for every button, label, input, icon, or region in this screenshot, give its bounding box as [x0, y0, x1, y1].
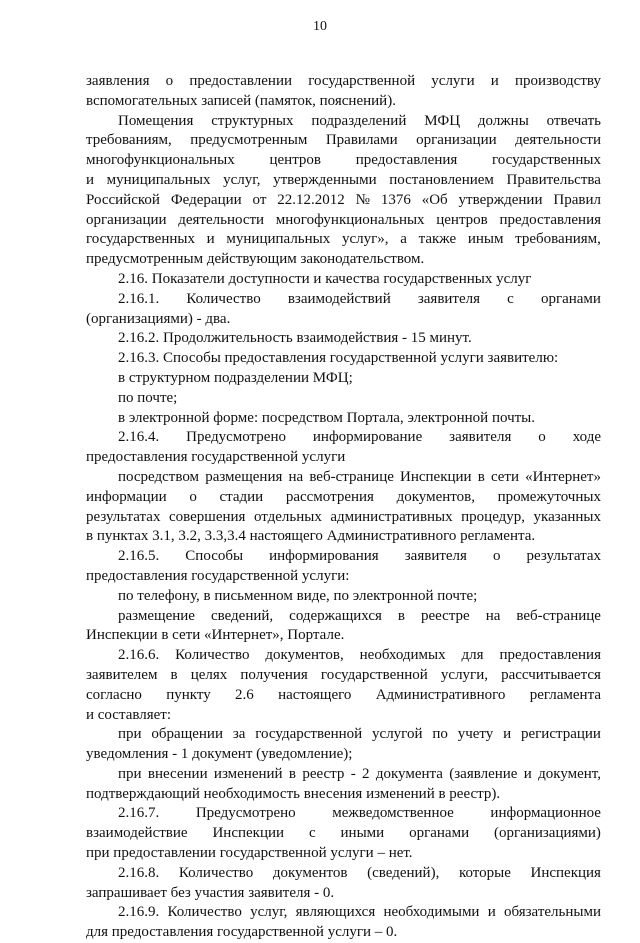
word: а [400, 231, 407, 248]
word: услуги [431, 73, 475, 89]
word: Правилами [325, 132, 398, 149]
word: документа [375, 765, 443, 782]
word: о [165, 73, 174, 89]
text-line: подтверждающий необходимость внесения изменений в реестр). [86, 785, 501, 802]
text-line [86, 468, 601, 488]
word: документов, [396, 488, 475, 505]
text-line [86, 72, 601, 92]
word: иным [467, 231, 504, 248]
text-line [86, 171, 601, 191]
word: в [170, 666, 178, 683]
text-line: в пунктах 3.1, 3.2, 3.3,3.4 настоящего Административного регламента. [86, 528, 536, 545]
word: услуг», [341, 231, 389, 248]
word: Административного [375, 686, 506, 703]
text-line: по почте; [118, 389, 178, 406]
word: документ, [538, 765, 601, 782]
word: заявителем [86, 666, 158, 683]
word: 2 [362, 765, 370, 782]
word: 2.16.1. [118, 290, 160, 307]
word: с [308, 825, 316, 842]
word: административных [330, 508, 453, 525]
word: деятельности [515, 132, 601, 149]
word: размещение [118, 607, 195, 624]
word: № [355, 191, 370, 208]
word: ходе [572, 429, 601, 446]
word: требованиям, [515, 231, 601, 248]
text-line [86, 765, 601, 785]
word: Помещения [118, 112, 194, 129]
word: промежуточных [497, 488, 601, 505]
word: о [189, 488, 197, 505]
word: сведений, [210, 607, 274, 624]
text-line [86, 804, 601, 824]
word: настоящего [278, 686, 352, 703]
word: и [523, 765, 532, 782]
word: 2.16.4. [118, 429, 160, 446]
text-line [86, 488, 601, 508]
word: для [461, 647, 484, 664]
word: на [288, 468, 304, 485]
text-line: по телефону, в письменном виде, по электронной почте; [118, 587, 478, 604]
word: структурных [211, 112, 294, 129]
word: муниципальных [106, 171, 211, 188]
word: целях [190, 666, 228, 683]
word: Инспекции [400, 468, 472, 485]
word: центров [436, 211, 488, 228]
text-line: уведомления - 1 документ (уведомление); [86, 746, 353, 763]
word: государственных [492, 152, 601, 169]
word: о [493, 548, 501, 565]
word: Инспекции [212, 825, 285, 842]
word: 2.16.8. [118, 864, 160, 881]
word: (сведений), [367, 864, 440, 881]
text-line [86, 824, 601, 844]
word: Количество [175, 647, 250, 664]
page-number: 10 [313, 19, 327, 34]
word: обязательными [503, 904, 601, 921]
text-line [86, 428, 601, 448]
word: 2.16.9. [118, 904, 160, 921]
word: документов [272, 864, 348, 881]
word: Инспекция [530, 864, 601, 881]
text-line: 2.16.3. Способы предоставления государственной услуги заявителю: [118, 350, 559, 367]
word: 2.16.6. [118, 647, 160, 664]
word: за [232, 726, 246, 743]
text-line [86, 725, 601, 745]
word: регламента [529, 686, 601, 703]
word: Количество [167, 904, 242, 921]
word: Способы [185, 548, 244, 565]
word: Количество [186, 290, 261, 307]
word: при [118, 726, 142, 743]
word: в [477, 468, 485, 485]
word: 2.16.7. [118, 805, 160, 822]
word: услугой [372, 726, 423, 743]
word: МФЦ [424, 112, 461, 129]
word: «Интернет» [525, 468, 601, 485]
word: с [507, 290, 514, 307]
word: утверждении [458, 191, 543, 208]
text-line: Инспекции в сети «Интернет», Портале. [86, 627, 345, 644]
word: Правил [553, 191, 601, 208]
word: 22.12.2012 [277, 191, 345, 208]
word: информации [86, 488, 167, 505]
text-line: для предоставления государственной услуги – 0. [86, 924, 398, 941]
word: 2.6 [235, 686, 254, 703]
word: государственных [86, 231, 195, 248]
word: деятельности [178, 211, 265, 228]
word: веб-странице [516, 607, 601, 624]
word: пункту [166, 686, 211, 703]
word: заявителя [417, 290, 481, 307]
text-line [86, 112, 601, 132]
text-line [86, 903, 601, 923]
word: результатах [86, 508, 161, 525]
word: информирование [312, 429, 423, 446]
word: и [206, 231, 215, 248]
word: должны [477, 112, 529, 129]
word: рассмотрения [285, 488, 374, 505]
text-line: предоставления государственной услуги [86, 449, 346, 466]
word: предоставлении [189, 73, 292, 89]
word: обращении [151, 726, 223, 743]
word: изменений [213, 765, 283, 782]
word: предоставления [355, 152, 458, 169]
word: иными [340, 825, 385, 842]
word: веб-странице [309, 468, 394, 485]
text-line: при предоставлении государственной услуги – нет. [86, 845, 413, 862]
text-line: (организациями) - два. [86, 310, 231, 327]
text-line: 2.16.2. Продолжительность взаимодействия - 15 минут. [118, 330, 472, 347]
word: предусмотренным [190, 132, 308, 149]
word: в [397, 607, 405, 624]
word: от [252, 191, 267, 208]
word: заявителя [449, 429, 512, 446]
word: услуги, [440, 666, 488, 683]
word: документов, [265, 647, 344, 664]
text-line [86, 666, 601, 686]
word: получения [240, 666, 308, 683]
word: 1376 [380, 191, 411, 208]
word: реестре [420, 607, 470, 624]
text-line [86, 547, 601, 567]
text-line [86, 191, 601, 211]
word: согласно [86, 686, 142, 703]
word: размещения [205, 468, 283, 485]
word: центров [269, 152, 322, 169]
word: «Об [421, 191, 448, 208]
word: производству [515, 73, 601, 89]
text-line [86, 211, 601, 231]
word: требованиям, [86, 132, 172, 149]
word: по [432, 726, 448, 743]
word: постановлением [389, 171, 494, 188]
word: и [503, 726, 512, 743]
word: содержащихся [289, 607, 382, 624]
text-line [86, 131, 601, 151]
word: взаимодействий [287, 290, 391, 307]
word: внесении [147, 765, 208, 782]
word: информирования [269, 548, 379, 565]
word: заявителя [404, 548, 467, 565]
word: в [288, 765, 296, 782]
text-line: запрашивает без участия заявителя - 0. [86, 884, 335, 901]
word: отдельных [253, 508, 322, 525]
word: которые [458, 864, 511, 881]
text-line [86, 508, 601, 528]
text-line [86, 230, 601, 250]
word: посредством [118, 468, 200, 485]
text-line [86, 864, 601, 884]
word: межведомственное [332, 805, 454, 822]
text-line: в структурном подразделении МФЦ; [118, 369, 353, 386]
text-line: в электронной форме: посредством Портала, электронной почты. [118, 409, 536, 426]
word: многофункциональных [275, 211, 425, 228]
word: органами [540, 290, 601, 307]
word: органами [409, 825, 470, 842]
word: Российской [86, 191, 160, 208]
word: предоставления [499, 647, 601, 664]
word: (организациями) [494, 825, 601, 842]
word: и [487, 904, 496, 921]
text-line: и составляет: [86, 706, 172, 723]
word: государственной [308, 73, 416, 89]
word: процедур, [461, 508, 526, 525]
word: указанных [533, 508, 601, 525]
word: необходимыми [383, 904, 480, 921]
word: учету [457, 726, 494, 743]
word: многофункциональных [86, 152, 235, 169]
word: отвечать [546, 112, 601, 129]
word: организации [86, 211, 167, 228]
word: государственной [255, 726, 363, 743]
text-line [86, 290, 601, 310]
word: информационное [490, 805, 601, 822]
document-body [86, 72, 601, 943]
word: организации [416, 132, 497, 149]
word: - [350, 765, 356, 782]
word: 2.16.5. [118, 548, 160, 565]
text-line: предоставления государственной услуги: [86, 567, 350, 584]
word: Предусмотрено [195, 805, 296, 822]
word: результатах [526, 548, 601, 565]
text-line [86, 646, 601, 666]
word: регистрации [520, 726, 601, 743]
word: взаимодействие [86, 825, 188, 842]
word: заявления [86, 73, 150, 89]
word: Правительства [506, 171, 601, 188]
word: совершения [168, 508, 246, 525]
word: являющихся [295, 904, 376, 921]
word: (заявление [449, 765, 518, 782]
word: утвержденными [273, 171, 377, 188]
text-line: вспомогательных записей (памяток, пояснений). [86, 92, 396, 109]
text-line: предусмотренным действующим законодательством. [86, 251, 425, 268]
text-line [86, 607, 601, 627]
word: сети [490, 468, 520, 485]
text-line: 2.16. Показатели доступности и качества государственных услуг [118, 270, 532, 287]
word: подразделений [311, 112, 407, 129]
word: муниципальных [226, 231, 331, 248]
word: и [86, 171, 95, 188]
word: предоставления [499, 211, 601, 228]
word: о [538, 429, 546, 446]
word: при [118, 765, 142, 782]
word: государственной [320, 666, 428, 683]
word: услуг, [223, 171, 261, 188]
text-line [86, 686, 601, 706]
word: услуг, [250, 904, 288, 921]
text-line [86, 151, 601, 171]
word: на [485, 607, 501, 624]
word: рассчитывается [501, 666, 601, 683]
word: и [490, 73, 499, 89]
word: Количество [178, 864, 254, 881]
word: также [418, 231, 457, 248]
word: Федерации [170, 191, 242, 208]
word: реестр [302, 765, 345, 782]
word: Предусмотрено [186, 429, 286, 446]
word: стадии [219, 488, 264, 505]
word: необходимых [359, 647, 446, 664]
